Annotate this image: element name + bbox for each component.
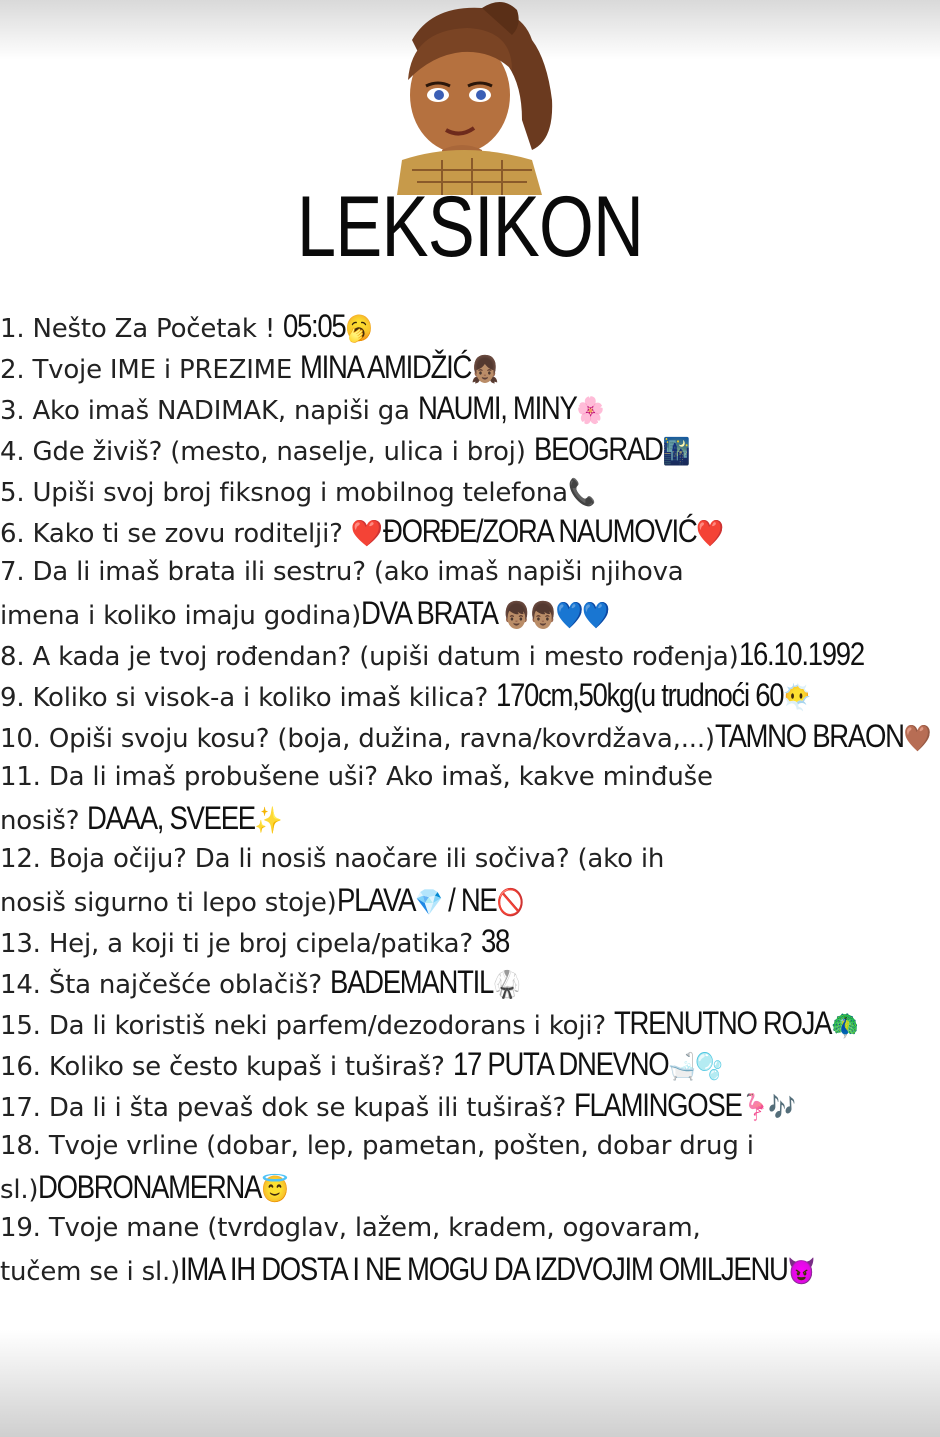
question-text: 7. Da li imaš brata ili sestru? (ako imaš napiši njihova (0, 557, 684, 587)
list-item (0, 1126, 940, 1167)
answer-emoji: 🥱 (345, 313, 373, 343)
bitmoji-girl-avatar-icon (372, 0, 572, 195)
answer-text: BEOGRAD (533, 431, 663, 467)
answer-emoji: 💎 (414, 887, 442, 917)
question-text: 8. A kada je tvoj rođendan? (upiši datum i mesto rođenja) (0, 642, 739, 672)
list-item (0, 880, 940, 921)
question-text: 5. Upiši svoj broj fiksnog i mobilnog telefona (0, 478, 568, 508)
answer-emoji: 🌸 (576, 395, 603, 425)
answer-emoji: 🌃 (662, 436, 689, 466)
list-item (0, 306, 940, 347)
answer-text: DVA BRATA (361, 595, 503, 631)
list-item (0, 839, 940, 880)
page-title: LEKSIKON (296, 179, 644, 275)
question-text: 12. Boja očiju? Da li nosiš naočare ili sočiva? (ako ih (0, 844, 665, 874)
question-text: 10. Opiši svoju kosu? (boja, dužina, ravna/kovrdžava,...) (0, 724, 715, 754)
list-item (0, 1249, 940, 1290)
answer-emoji: 👦🏽👦🏽💙💙 (502, 600, 609, 630)
answer-emoji: 😈 (787, 1256, 815, 1286)
answer-text: MINA AMIDŽIĆ (300, 349, 472, 385)
answer-text: 38 (481, 923, 510, 959)
list-item (0, 1044, 940, 1085)
question-text: nosiš sigurno ti lepo stoje) (0, 888, 337, 918)
answer-text: 05:05 (283, 308, 346, 344)
answer-text: 16.10.1992 (738, 636, 864, 672)
answer-text: PLAVA (336, 882, 415, 918)
question-text: 16. Koliko se često kupaš i tuširaš? (0, 1052, 453, 1082)
list-item (0, 347, 940, 388)
question-text: 11. Da li imaš probušene uši? Ako imaš, kakve minđuše (0, 762, 713, 792)
list-item (0, 470, 940, 511)
list-item (0, 593, 940, 634)
answer-text: BADEMANTIL (330, 964, 494, 1000)
answer-emoji: 🛁🫧 (668, 1051, 722, 1081)
answer-text: DOBRONAMERNA (38, 1169, 262, 1205)
question-text: 6. Kako ti se zovu roditelji? (0, 519, 351, 549)
answer-text: TRENUTNO ROJA (614, 1005, 832, 1041)
question-text: imena i koliko imaju godina) (0, 601, 362, 631)
answer-emoji: 👧🏽 (471, 354, 498, 384)
answer-text: NAUMI, MINY (417, 390, 577, 426)
answer-emoji: 🚫 (496, 887, 523, 917)
question-text: nosiš? (0, 806, 88, 836)
question-text: 4. Gde živiš? (mesto, naselje, ulica i broj) (0, 437, 534, 467)
answer-emoji: 🥋 (493, 969, 520, 999)
list-item (0, 675, 940, 716)
question-text: tučem se i sl.) (0, 1257, 181, 1287)
list-item (0, 1167, 940, 1208)
list-item (0, 429, 940, 470)
answer-text: IMA IH DOSTA I NE MOGU DA IZDVOJIM OMILJENU (180, 1251, 788, 1287)
list-item (0, 634, 940, 675)
list-item (0, 511, 940, 552)
question-text: 18. Tvoje vrline (dobar, lep, pametan, pošten, dobar drug i (0, 1131, 754, 1161)
question-text: 17. Da li i šta pevaš dok se kupaš ili tuširaš? (0, 1093, 575, 1123)
list-item (0, 1003, 940, 1044)
answer-emoji: 🦚 (831, 1010, 858, 1040)
list-item (0, 921, 940, 962)
answer-text: FLAMINGOSE (574, 1087, 742, 1123)
list-item (0, 552, 940, 593)
answer-emoji: 🤎 (903, 723, 931, 753)
answer-text: TAMNO BRAON (714, 718, 904, 754)
answer-text: / NE (441, 882, 497, 918)
answer-text: DAAA, SVEEE (87, 800, 256, 836)
answer-text: ĐORĐE/ZORA NAUMOVIĆ (382, 513, 697, 549)
answer-text: 170cm,50kg(u trudnoći 60 (496, 677, 784, 713)
questionnaire-list (0, 306, 940, 1290)
answer-emoji: ❤️ (350, 519, 383, 549)
question-text: 19. Tvoje mane (tvrdoglav, lažem, kradem, ogovaram, (0, 1213, 701, 1243)
answer-emoji: ❤️ (696, 518, 723, 548)
question-text: 9. Koliko si visok-a i koliko imaš kilica? (0, 683, 497, 713)
answer-emoji: 📞 (567, 477, 595, 507)
question-text: 2. Tvoje IME i PREZIME (0, 355, 301, 385)
list-item (0, 388, 940, 429)
list-item (0, 1208, 940, 1249)
answer-text: 17 PUTA DNEVNO (452, 1046, 669, 1082)
question-text: 13. Hej, a koji ti je broj cipela/patika? (0, 929, 482, 959)
list-item (0, 962, 940, 1003)
answer-emoji: 🦩🎶 (741, 1092, 795, 1122)
question-text: 1. Nešto Za Početak ! (0, 314, 284, 344)
question-text: 15. Da li koristiš neki parfem/dezodorans i koji? (0, 1011, 615, 1041)
list-item (0, 716, 940, 757)
question-text: sl.) (0, 1175, 39, 1205)
list-item (0, 757, 940, 798)
answer-emoji: 😶‍🌫️ (783, 682, 811, 712)
list-item (0, 798, 940, 839)
answer-emoji: ✨ (255, 805, 282, 835)
list-item (0, 1085, 940, 1126)
question-text: 14. Šta najčešće oblačiš? (0, 970, 331, 1000)
question-text: 3. Ako imaš NADIMAK, napiši ga (0, 396, 418, 426)
answer-emoji: 😇 (261, 1174, 288, 1204)
